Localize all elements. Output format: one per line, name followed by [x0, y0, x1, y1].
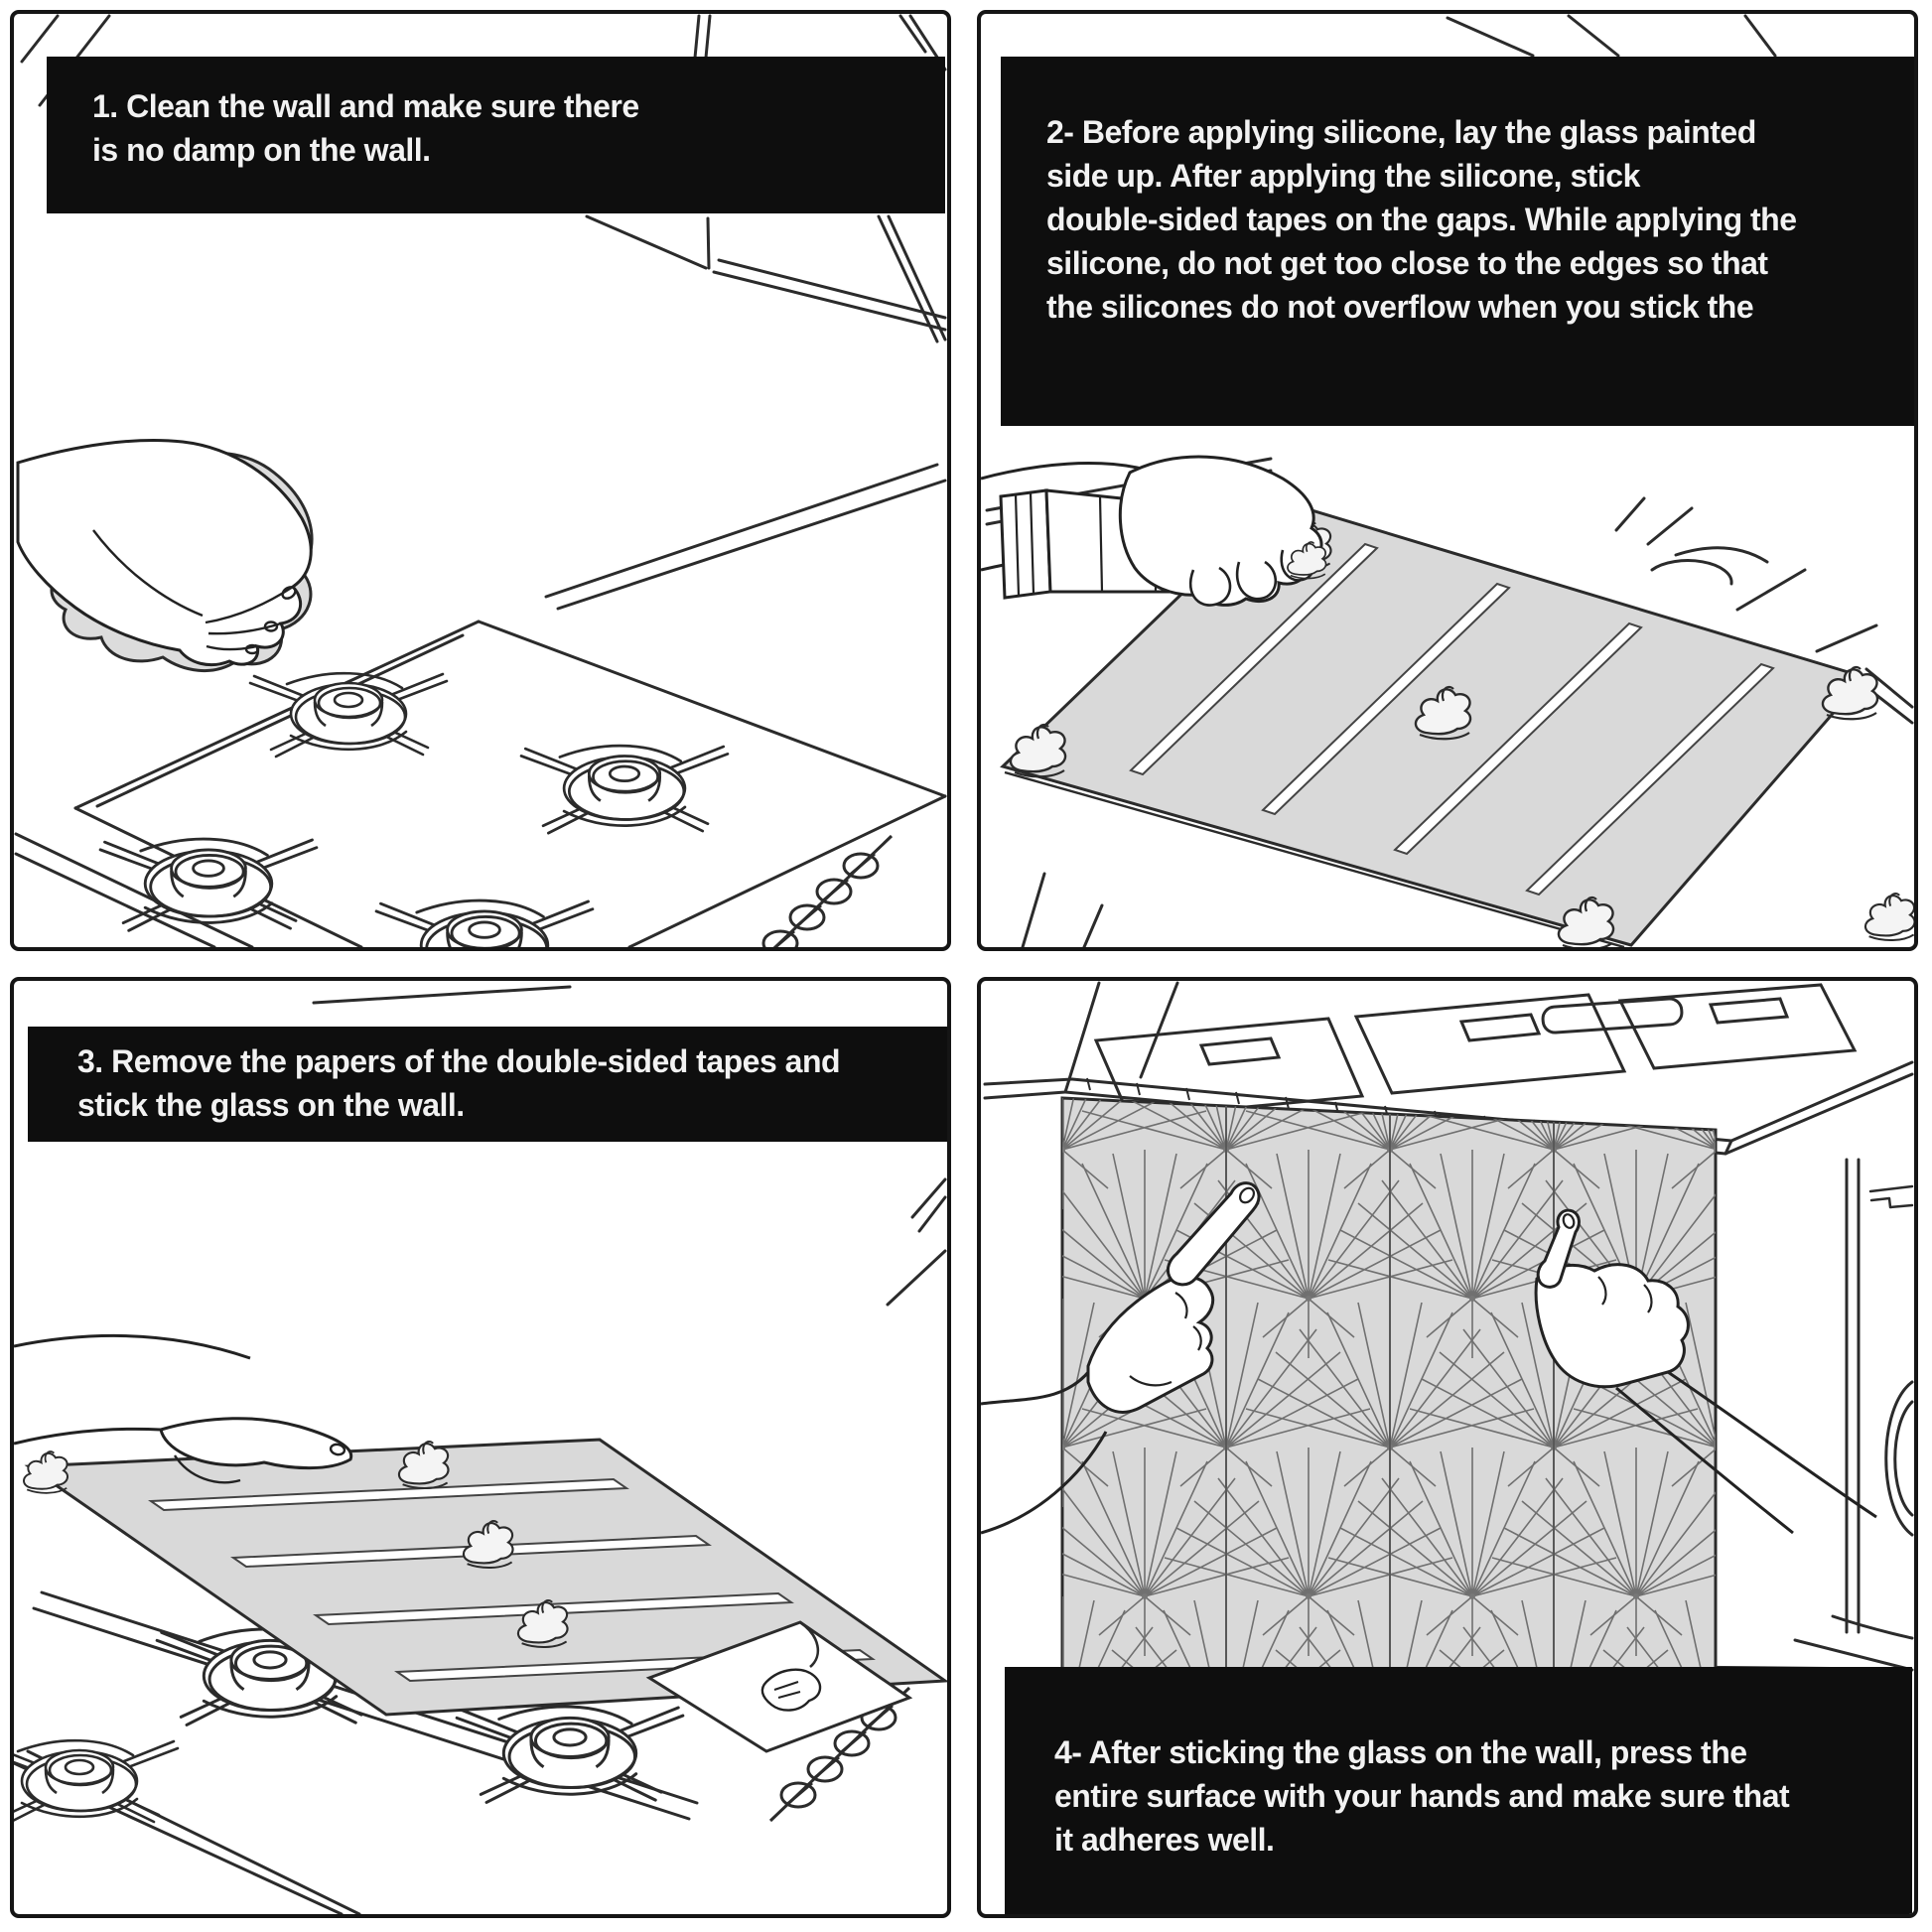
step-3-panel — [10, 977, 951, 1918]
caption-line: silicone, do not get too close to the edges so that — [1046, 245, 1768, 281]
wiping-hand-with-cloth — [18, 441, 312, 671]
step-3-caption — [28, 1027, 949, 1142]
caption-line: it adheres well. — [1054, 1822, 1275, 1858]
step-2-panel — [977, 10, 1918, 951]
caption-line: the silicones do not overflow when you stick the — [1046, 289, 1754, 325]
caption-line: 1. Clean the wall and make sure there — [92, 88, 639, 124]
caption-line: double-sided tapes on the gaps. While applying the — [1046, 202, 1797, 237]
caption-line: stick the glass on the wall. — [77, 1087, 465, 1123]
caption-line: 2- Before applying silicone, lay the glass painted — [1046, 114, 1756, 150]
step-1-panel — [10, 10, 951, 951]
caption-line: is no damp on the wall. — [92, 132, 431, 168]
caption-line: 4- After sticking the glass on the wall, press the — [1054, 1734, 1747, 1770]
caption-line: 3. Remove the papers of the double-sided tapes and — [77, 1043, 841, 1079]
step-4-panel — [977, 977, 1918, 1918]
step-4-caption — [1005, 1667, 1912, 1914]
step-2-caption — [1001, 57, 1914, 426]
caption-line: side up. After applying the silicone, stick — [1046, 158, 1640, 194]
step-1-caption — [47, 57, 945, 213]
caption-line: entire surface with your hands and make sure that — [1054, 1778, 1790, 1814]
hand-with-silicone-bottle — [981, 457, 1326, 605]
